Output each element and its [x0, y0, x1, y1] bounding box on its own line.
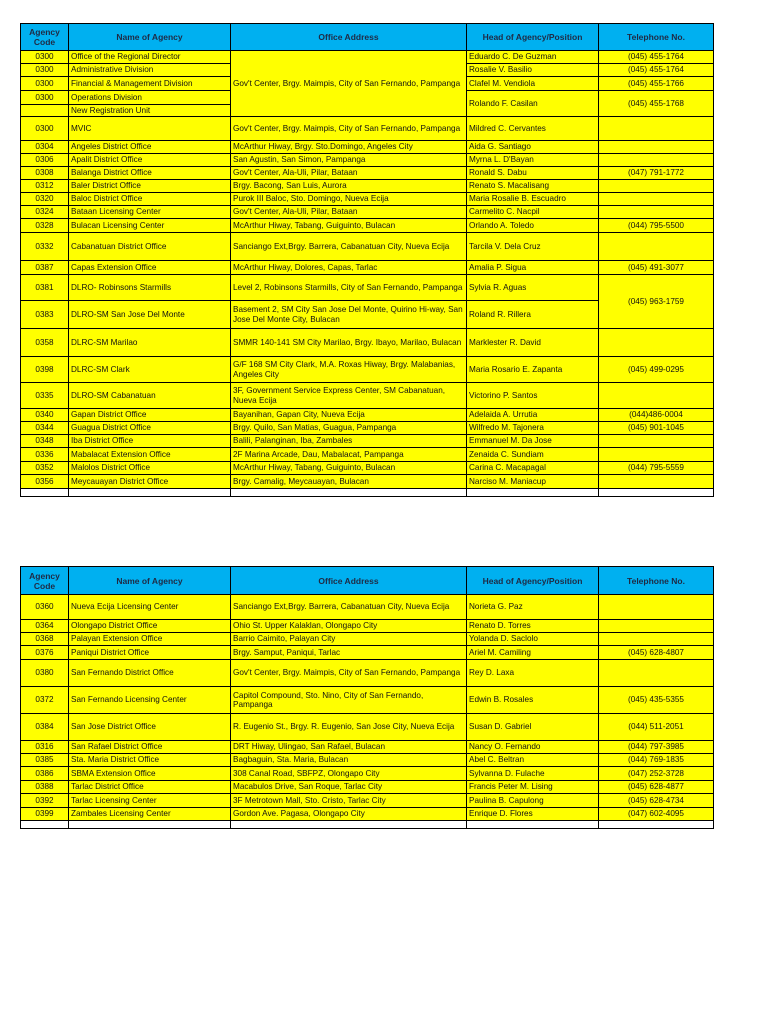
agency-name-cell: Baler District Office — [69, 180, 231, 193]
telephone-cell: (045) 963-1759 — [599, 275, 714, 329]
agency-code-cell: 0399 — [21, 808, 69, 821]
telephone-cell: (045) 455-1768 — [599, 91, 714, 117]
head-of-agency-cell: Myrna L. D'Bayan — [467, 154, 599, 167]
agency-name-cell: MVIC — [69, 117, 231, 141]
office-address-cell: 2F Marina Arcade, Dau, Mabalacat, Pampanga — [231, 448, 467, 462]
head-of-agency-cell: Rolando F. Casilan — [467, 91, 599, 117]
head-of-agency-cell: Tarcila V. Dela Cruz — [467, 233, 599, 261]
head-of-agency-cell: Carina C. Macapagal — [467, 462, 599, 475]
table-row — [21, 781, 714, 794]
agency-code-cell: 0308 — [21, 167, 69, 180]
table-row — [21, 794, 714, 808]
agency-name-cell: Tarlac District Office — [69, 781, 231, 794]
header-head-of-agency: Head of Agency/Position — [467, 24, 599, 51]
telephone-cell: (045) 455-1764 — [599, 51, 714, 64]
agency-name-cell: Balanga District Office — [69, 167, 231, 180]
table-row — [21, 808, 714, 821]
head-of-agency-cell: Roland R. Rillera — [467, 301, 599, 329]
agency-name-cell: Operations Division — [69, 91, 231, 105]
office-address-cell: G/F 168 SM City Clark, M.A. Roxas Hiway, Brgy. Malabanias, Angeles City — [231, 357, 467, 383]
table-row — [21, 357, 714, 383]
agency-name-cell: Gapan District Office — [69, 409, 231, 422]
agency-code-cell: 0300 — [21, 51, 69, 64]
office-address-cell: Gov't Center, Brgy. Maimpis, City of San Fernando, Pampanga — [231, 660, 467, 687]
head-of-agency-cell: Narciso M. Maniacup — [467, 475, 599, 489]
agency-code-cell: 0300 — [21, 77, 69, 91]
office-address-cell: Gov't Center, Ala-Uli, Pilar, Bataan — [231, 206, 467, 219]
head-of-agency-cell: Susan D. Gabriel — [467, 714, 599, 741]
agency-code-cell: 0312 — [21, 180, 69, 193]
office-address-cell: Sanciango Ext,Brgy. Barrera, Cabanatuan City, Nueva Ecija — [231, 233, 467, 261]
table-row — [21, 409, 714, 422]
office-address-cell: Balili, Palanginan, Iba, Zambales — [231, 435, 467, 448]
agency-name-cell: Olongapo District Office — [69, 620, 231, 633]
office-address-cell: Gov't Center, Brgy. Maimpis, City of San Fernando, Pampanga — [231, 51, 467, 117]
table-row — [21, 219, 714, 233]
office-address-cell: Barrio Caimito, Palayan City — [231, 633, 467, 646]
telephone-cell: (045) 455-1764 — [599, 64, 714, 77]
office-address-cell: 308 Canal Road, SBFPZ, Olongapo City — [231, 767, 467, 781]
agency-code-cell: 0381 — [21, 275, 69, 301]
agency-code-cell: 0316 — [21, 741, 69, 754]
telephone-cell: (044) 769-1835 — [599, 754, 714, 767]
table-row — [21, 117, 714, 141]
head-of-agency-cell: Sylvia R. Aguas — [467, 275, 599, 301]
agency-code-cell: 0306 — [21, 154, 69, 167]
agency-code-cell: 0352 — [21, 462, 69, 475]
office-address-cell: Brgy. Camalig, Meycauayan, Bulacan — [231, 475, 467, 489]
table-row — [21, 141, 714, 154]
office-address-cell: Bayanihan, Gapan City, Nueva Ecija — [231, 409, 467, 422]
head-of-agency-cell: Edwin B. Rosales — [467, 687, 599, 714]
table-row — [21, 422, 714, 435]
table-row — [21, 275, 714, 301]
head-of-agency-cell: Clafel M. Vendiola — [467, 77, 599, 91]
telephone-cell — [599, 117, 714, 141]
head-of-agency-cell: Francis Peter M. Lising — [467, 781, 599, 794]
agency-code-cell — [21, 105, 69, 117]
agency-code-cell: 0356 — [21, 475, 69, 489]
office-address-cell: 3F Metrotown Mall, Sto. Cristo, Tarlac City — [231, 794, 467, 808]
agency-name-cell: DLRC-SM Marilao — [69, 329, 231, 357]
telephone-cell: (044) 795-5559 — [599, 462, 714, 475]
office-address-cell: R. Eugenio St., Brgy. R. Eugenio, San Jose City, Nueva Ecija — [231, 714, 467, 741]
telephone-cell — [599, 141, 714, 154]
agency-table-1 — [20, 23, 714, 497]
head-of-agency-cell: Aida G. Santiago — [467, 141, 599, 154]
table-row — [21, 180, 714, 193]
head-of-agency-cell: Eduardo C. De Guzman — [467, 51, 599, 64]
office-address-cell: DRT Hiway, Ulingao, San Rafael, Bulacan — [231, 741, 467, 754]
agency-name-cell: New Registration Unit — [69, 105, 231, 117]
agency-code-cell: 0398 — [21, 357, 69, 383]
office-address-cell: Gordon Ave. Pagasa, Olongapo City — [231, 808, 467, 821]
table-row — [21, 767, 714, 781]
agency-name-cell: San Fernando Licensing Center — [69, 687, 231, 714]
table-row — [21, 167, 714, 180]
agency-code-cell: 0364 — [21, 620, 69, 633]
agency-code-cell: 0386 — [21, 767, 69, 781]
agency-code-cell: 0387 — [21, 261, 69, 275]
agency-name-cell: Office of the Regional Director — [69, 51, 231, 64]
table-row — [21, 687, 714, 714]
agency-code-cell: 0328 — [21, 219, 69, 233]
office-address-cell: 3F, Government Service Express Center, SM Cabanatuan, Nueva Ecija — [231, 383, 467, 409]
header-agency-code: Agency Code — [21, 567, 69, 595]
agency-name-cell: Angeles District Office — [69, 141, 231, 154]
agency-name-cell: Paniqui District Office — [69, 646, 231, 660]
office-address-cell: San Agustin, San Simon, Pampanga — [231, 154, 467, 167]
table-row — [21, 475, 714, 489]
agency-name-cell: Malolos District Office — [69, 462, 231, 475]
agency-name-cell: San Jose District Office — [69, 714, 231, 741]
table-row — [21, 261, 714, 275]
agency-name-cell: Palayan Extension Office — [69, 633, 231, 646]
head-of-agency-cell: Orlando A. Toledo — [467, 219, 599, 233]
agency-code-cell: 0332 — [21, 233, 69, 261]
header-head-of-agency: Head of Agency/Position — [467, 567, 599, 595]
agency-code-cell: 0358 — [21, 329, 69, 357]
head-of-agency-cell: Rosalie V. Basilio — [467, 64, 599, 77]
office-address-cell: Gov't Center, Brgy. Maimpis, City of San Fernando, Pampanga — [231, 117, 467, 141]
table-row — [21, 448, 714, 462]
office-address-cell: McArthur Hiway, Tabang, Guiguinto, Bulacan — [231, 462, 467, 475]
agency-code-cell: 0392 — [21, 794, 69, 808]
agency-code-cell: 0348 — [21, 435, 69, 448]
agency-name-cell: Nueva Ecija Licensing Center — [69, 595, 231, 620]
office-address-cell: Sanciango Ext,Brgy. Barrera, Cabanatuan City, Nueva Ecija — [231, 595, 467, 620]
agency-code-cell: 0320 — [21, 193, 69, 206]
office-address-cell: Brgy. Quilo, San Matias, Guagua, Pampanga — [231, 422, 467, 435]
telephone-cell — [599, 329, 714, 357]
office-address-cell: McArthur Hiway, Tabang, Guiguinto, Bulacan — [231, 219, 467, 233]
telephone-cell — [599, 595, 714, 620]
table-row — [21, 329, 714, 357]
agency-name-cell: Guagua District Office — [69, 422, 231, 435]
head-of-agency-cell: Marklester R. David — [467, 329, 599, 357]
office-address-cell: Basement 2, SM City San Jose Del Monte, Quirino Hi-way, San Jose Del Monte City, Bulacan — [231, 301, 467, 329]
table-row — [21, 595, 714, 620]
header-agency-code: Agency Code — [21, 24, 69, 51]
agency-code-cell: 0385 — [21, 754, 69, 767]
head-of-agency-cell: Maria Rosario E. Zapanta — [467, 357, 599, 383]
office-address-cell: Brgy. Samput, Paniqui, Tarlac — [231, 646, 467, 660]
head-of-agency-cell: Zenaida C. Sundiam — [467, 448, 599, 462]
head-of-agency-cell: Sylvanna D. Fulache — [467, 767, 599, 781]
telephone-cell — [599, 154, 714, 167]
telephone-cell — [599, 206, 714, 219]
head-of-agency-cell: Carmelito C. Nacpil — [467, 206, 599, 219]
telephone-cell: (045) 455-1766 — [599, 77, 714, 91]
agency-code-cell: 0344 — [21, 422, 69, 435]
telephone-cell — [599, 383, 714, 409]
head-of-agency-cell: Paulina B. Capulong — [467, 794, 599, 808]
table-row — [21, 462, 714, 475]
telephone-cell — [599, 180, 714, 193]
agency-name-cell: SBMA Extension Office — [69, 767, 231, 781]
table-row — [21, 741, 714, 754]
telephone-cell — [599, 448, 714, 462]
head-of-agency-cell: Renato S. Macalisang — [467, 180, 599, 193]
telephone-cell — [599, 435, 714, 448]
agency-code-cell: 0300 — [21, 91, 69, 105]
telephone-cell: (047) 602-4095 — [599, 808, 714, 821]
head-of-agency-cell: Rey D. Laxa — [467, 660, 599, 687]
table-row — [21, 51, 714, 64]
telephone-cell — [599, 660, 714, 687]
office-address-cell: Purok III Baloc, Sto. Domingo, Nueva Ecija — [231, 193, 467, 206]
office-address-cell: Ohio St. Upper Kalaklan, Olongapo City — [231, 620, 467, 633]
agency-code-cell: 0368 — [21, 633, 69, 646]
agency-code-cell: 0388 — [21, 781, 69, 794]
office-address-cell: Gov't Center, Ala-Uli, Pilar, Bataan — [231, 167, 467, 180]
table-row — [21, 754, 714, 767]
table-row — [21, 206, 714, 219]
table-row — [21, 435, 714, 448]
agency-name-cell: Administrative Division — [69, 64, 231, 77]
head-of-agency-cell: Renato D. Torres — [467, 620, 599, 633]
telephone-cell — [599, 193, 714, 206]
agency-name-cell: Baloc District Office — [69, 193, 231, 206]
agency-name-cell: Apalit District Office — [69, 154, 231, 167]
agency-table-2 — [20, 566, 714, 829]
head-of-agency-cell: Wilfredo M. Tajonera — [467, 422, 599, 435]
agency-name-cell: Meycauayan District Office — [69, 475, 231, 489]
agency-name-cell: Sta. Maria District Office — [69, 754, 231, 767]
telephone-cell: (045) 491-3077 — [599, 261, 714, 275]
agency-code-cell: 0340 — [21, 409, 69, 422]
telephone-cell: (044) 795-5500 — [599, 219, 714, 233]
table-row — [21, 646, 714, 660]
agency-code-cell: 0324 — [21, 206, 69, 219]
telephone-cell: (045) 901-1045 — [599, 422, 714, 435]
agency-name-cell: Mabalacat Extension Office — [69, 448, 231, 462]
office-address-cell: Macabulos Drive, San Roque, Tarlac City — [231, 781, 467, 794]
telephone-cell — [599, 233, 714, 261]
agency-code-cell: 0335 — [21, 383, 69, 409]
agency-code-cell: 0376 — [21, 646, 69, 660]
office-address-cell: Bagbaguin, Sta. Maria, Bulacan — [231, 754, 467, 767]
header-telephone: Telephone No. — [599, 567, 714, 595]
agency-code-cell: 0360 — [21, 595, 69, 620]
head-of-agency-cell: Adelaida A. Urrutia — [467, 409, 599, 422]
header-agency-name: Name of Agency — [69, 567, 231, 595]
agency-name-cell: DLRO- Robinsons Starmills — [69, 275, 231, 301]
head-of-agency-cell: Enrique D. Flores — [467, 808, 599, 821]
table-row — [21, 660, 714, 687]
table-row — [21, 633, 714, 646]
agency-name-cell: Bulacan Licensing Center — [69, 219, 231, 233]
agency-code-cell: 0300 — [21, 117, 69, 141]
agency-name-cell: Cabanatuan District Office — [69, 233, 231, 261]
agency-name-cell: DLRO-SM San Jose Del Monte — [69, 301, 231, 329]
agency-name-cell: Capas Extension Office — [69, 261, 231, 275]
telephone-cell — [599, 475, 714, 489]
agency-name-cell: San Fernando District Office — [69, 660, 231, 687]
telephone-cell: (045) 628-4734 — [599, 794, 714, 808]
office-address-cell: McArthur Hiway, Dolores, Capas, Tarlac — [231, 261, 467, 275]
table-row — [21, 714, 714, 741]
telephone-cell: (045) 435-5355 — [599, 687, 714, 714]
table-row — [21, 154, 714, 167]
table-row — [21, 233, 714, 261]
head-of-agency-cell: Mildred C. Cervantes — [467, 117, 599, 141]
head-of-agency-cell: Ronald S. Dabu — [467, 167, 599, 180]
agency-name-cell: DLRC-SM Clark — [69, 357, 231, 383]
telephone-cell: (044)486-0004 — [599, 409, 714, 422]
agency-code-cell: 0304 — [21, 141, 69, 154]
telephone-cell — [599, 620, 714, 633]
telephone-cell: (045) 499-0295 — [599, 357, 714, 383]
office-address-cell: McArthur Hiway, Brgy. Sto.Domingo, Angeles City — [231, 141, 467, 154]
office-address-cell: Brgy. Bacong, San Luis, Aurora — [231, 180, 467, 193]
telephone-cell: (044) 511-2051 — [599, 714, 714, 741]
table-row — [21, 383, 714, 409]
telephone-cell: (045) 628-4877 — [599, 781, 714, 794]
head-of-agency-cell: Emmanuel M. Da Jose — [467, 435, 599, 448]
telephone-cell: (044) 797-3985 — [599, 741, 714, 754]
agency-name-cell: DLRO-SM Cabanatuan — [69, 383, 231, 409]
head-of-agency-cell: Yolanda D. Saclolo — [467, 633, 599, 646]
head-of-agency-cell: Nancy O. Fernando — [467, 741, 599, 754]
telephone-cell: (047) 791-1772 — [599, 167, 714, 180]
header-office-address: Office Address — [231, 567, 467, 595]
telephone-cell: (047) 252-3728 — [599, 767, 714, 781]
agency-code-cell: 0300 — [21, 64, 69, 77]
telephone-cell — [599, 633, 714, 646]
office-address-cell: Level 2, Robinsons Starmills, City of San Fernando, Pampanga — [231, 275, 467, 301]
table-row — [21, 620, 714, 633]
agency-name-cell: Financial & Management Division — [69, 77, 231, 91]
agency-name-cell: Zambales Licensing Center — [69, 808, 231, 821]
head-of-agency-cell: Ariel M. Camiling — [467, 646, 599, 660]
head-of-agency-cell: Maria Rosalie B. Escuadro — [467, 193, 599, 206]
head-of-agency-cell: Abel C. Beltran — [467, 754, 599, 767]
office-address-cell: SMMR 140-141 SM City Marilao, Brgy. Ibayo, Marilao, Bulacan — [231, 329, 467, 357]
table-row — [21, 193, 714, 206]
agency-name-cell: Bataan Licensing Center — [69, 206, 231, 219]
agency-code-cell: 0372 — [21, 687, 69, 714]
agency-name-cell: Iba District Office — [69, 435, 231, 448]
agency-code-cell: 0383 — [21, 301, 69, 329]
head-of-agency-cell: Amalia P. Sigua — [467, 261, 599, 275]
office-address-cell: Capitol Compound, Sto. Nino, City of San Fernando, Pampanga — [231, 687, 467, 714]
agency-name-cell: Tarlac Licensing Center — [69, 794, 231, 808]
head-of-agency-cell: Norieta G. Paz — [467, 595, 599, 620]
head-of-agency-cell: Victorino P. Santos — [467, 383, 599, 409]
agency-name-cell: San Rafael District Office — [69, 741, 231, 754]
agency-code-cell: 0384 — [21, 714, 69, 741]
agency-code-cell: 0336 — [21, 448, 69, 462]
header-agency-name: Name of Agency — [69, 24, 231, 51]
header-telephone: Telephone No. — [599, 24, 714, 51]
header-office-address: Office Address — [231, 24, 467, 51]
agency-code-cell: 0380 — [21, 660, 69, 687]
telephone-cell: (045) 628-4807 — [599, 646, 714, 660]
